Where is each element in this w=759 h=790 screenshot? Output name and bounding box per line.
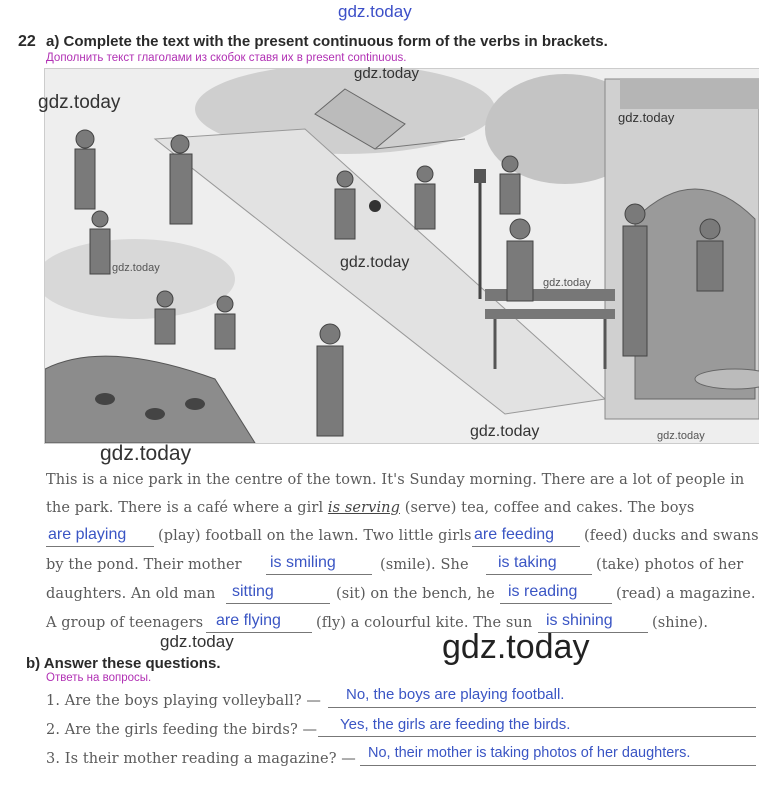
watermark-11: gdz.today [442, 628, 590, 666]
part-b-title: b) Answer these questions. [26, 655, 221, 672]
answer-4: is taking [498, 554, 557, 571]
watermark-3: gdz.today [618, 110, 675, 125]
text-line-5b: (sit) on the bench, he [336, 586, 495, 602]
watermark-10: gdz.today [160, 632, 234, 651]
text-line-2c: (serve) tea, coffee and cakes. The boys [400, 500, 695, 516]
answer-5: sitting [232, 583, 274, 600]
response-line-2 [318, 736, 756, 737]
answer-3: is smiling [270, 554, 336, 571]
answer-6: is reading [508, 583, 578, 600]
answer-8: is shining [546, 612, 613, 629]
part-b-subtitle: Ответь на вопросы. [46, 672, 152, 684]
response-line-1 [328, 707, 756, 708]
response-2: Yes, the girls are feeding the birds. [340, 716, 571, 733]
watermark-7: gdz.today [470, 423, 540, 440]
watermark-2: gdz.today [354, 65, 420, 82]
blank-5 [226, 603, 330, 604]
answer-1: are playing [48, 526, 127, 543]
blank-3 [266, 574, 372, 575]
answer-2: are feeding [474, 526, 555, 543]
text-line-2 [46, 500, 694, 516]
watermark-top: gdz.today [338, 2, 412, 21]
watermark-4: gdz.today [340, 254, 410, 271]
text-line-6a: A group of teenagers [46, 615, 204, 631]
text-line-2a: the park. There is a café where a girl [46, 500, 328, 516]
blank-6 [500, 603, 612, 604]
text-line-3b: (feed) ducks and swans [584, 528, 759, 544]
watermark-9: gdz.today [100, 442, 192, 465]
text-line-5c: (read) a magazine. [616, 586, 756, 602]
exercise-number: 22 [18, 33, 36, 50]
response-1: No, the boys are playing football. [346, 686, 565, 703]
watermark-1: gdz.today [38, 92, 121, 113]
exercise-title: a) Complete the text with the present continuous form of the verbs in brackets. [46, 33, 608, 50]
text-line-6c: (shine). [652, 615, 709, 631]
question-2: 2. Are the girls feeding the birds? — [46, 722, 318, 738]
watermark-5: gdz.today [112, 262, 160, 274]
watermark-8: gdz.today [657, 430, 705, 442]
blank-2 [472, 546, 580, 547]
watermark-6: gdz.today [543, 277, 591, 289]
text-line-4c: (take) photos of her [596, 557, 744, 573]
example-answer: is serving [327, 500, 400, 516]
text-line-3a: (play) football on the lawn. Two little girls [158, 528, 472, 544]
exercise-subtitle: Дополнить текст глаголами из скобок ставя их в present continuous. [46, 52, 407, 64]
blank-4 [486, 574, 592, 575]
answer-7: are flying [216, 612, 281, 629]
text-line-4b: (smile). She [380, 557, 469, 573]
text-line-4a: by the pond. Their mother [46, 557, 242, 573]
text-line-6b: (fly) a colourful kite. The sun [316, 615, 533, 631]
question-3: 3. Is their mother reading a magazine? — [46, 751, 356, 767]
text-line-1: This is a nice park in the centre of the town. It's Sunday morning. There are a lot of people in [46, 472, 745, 488]
blank-1 [46, 546, 154, 547]
text-line-5a: daughters. An old man [46, 586, 216, 602]
question-1: 1. Are the boys playing volleyball? — [46, 693, 322, 709]
response-line-3 [360, 765, 756, 766]
response-3: No, their mother is taking photos of her daughters. [368, 745, 691, 761]
